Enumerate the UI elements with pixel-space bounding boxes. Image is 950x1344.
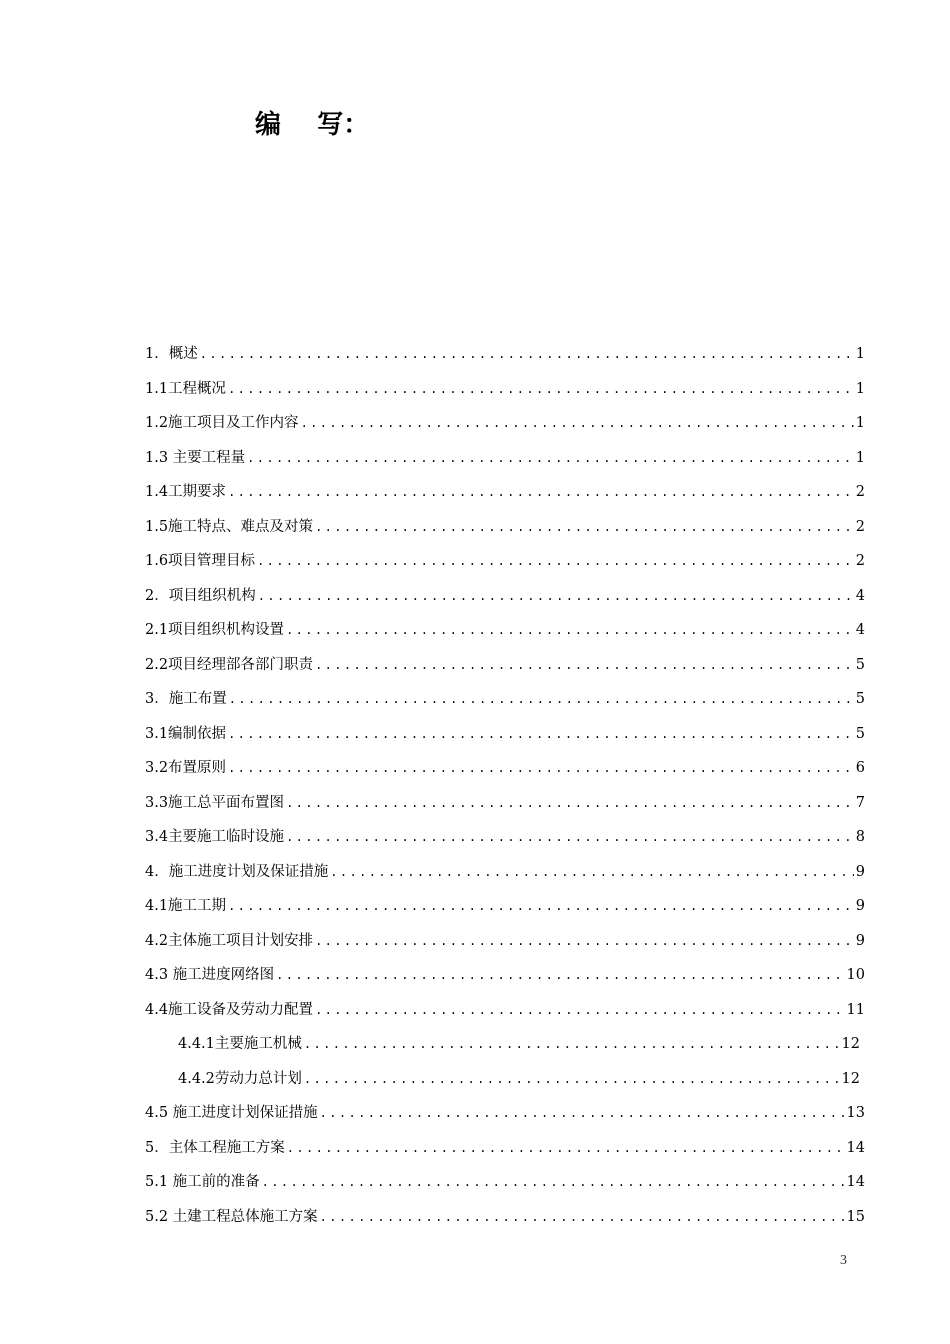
toc-dot-leader: [229, 688, 854, 710]
toc-entry[interactable]: [145, 585, 865, 620]
toc-entry-label: 1.4工期要求: [145, 484, 227, 500]
toc-entry-page: 7: [855, 794, 865, 811]
toc-entry-label: 4.5 施工进度计划保证措施: [145, 1105, 318, 1121]
toc-entry[interactable]: [145, 343, 865, 378]
toc-dot-leader: [200, 343, 854, 365]
toc-dot-leader: [315, 930, 854, 952]
toc-entry[interactable]: [145, 792, 865, 827]
toc-entry-page: 2: [855, 518, 865, 535]
toc-entry[interactable]: [145, 930, 865, 965]
toc-entry-label: 1.3 主要工程量: [145, 449, 246, 466]
toc-entry-page: 4: [855, 587, 865, 604]
toc-entry-label: 5．主体工程施工方案: [145, 1139, 285, 1156]
toc-dot-leader: [228, 723, 854, 745]
toc-dot-leader: [320, 1102, 845, 1124]
toc-dot-leader: [301, 412, 854, 434]
toc-entry[interactable]: [145, 688, 865, 723]
toc-entry[interactable]: [145, 447, 865, 482]
toc-entry-label: 2.2项目经理部各部门职责: [145, 656, 314, 673]
table-of-contents: [145, 343, 865, 1240]
toc-entry[interactable]: [145, 378, 865, 413]
toc-entry[interactable]: [145, 964, 865, 999]
toc-entry[interactable]: [145, 1206, 865, 1241]
toc-dot-leader: [247, 447, 854, 469]
page-number: 3: [840, 1253, 847, 1268]
toc-entry-label: 3.3施工总平面布置图: [145, 794, 285, 811]
toc-dot-leader: [228, 378, 854, 400]
toc-entry-page: 9: [855, 932, 865, 949]
toc-dot-leader: [286, 792, 854, 814]
toc-entry[interactable]: [145, 895, 865, 930]
toc-entry-label: 2．项目组织机构: [145, 587, 256, 604]
toc-entry-label: 4.1施工工期: [145, 898, 227, 914]
toc-entry-page: 11: [846, 1001, 865, 1018]
toc-entry[interactable]: [145, 861, 865, 896]
page-heading: 编 写：: [255, 110, 370, 140]
toc-entry-page: 8: [855, 829, 865, 845]
toc-dot-leader: [258, 585, 854, 607]
toc-entry-page: 1: [855, 449, 865, 466]
toc-dot-leader: [276, 964, 844, 986]
toc-entry[interactable]: [145, 481, 865, 516]
toc-entry-page: 10: [846, 967, 865, 983]
toc-entry-label: 5.2 土建工程总体施工方案: [145, 1208, 318, 1225]
toc-entry-page: 13: [846, 1105, 865, 1121]
toc-dot-leader: [286, 619, 854, 641]
toc-entry-page: 2: [855, 484, 865, 500]
toc-entry-page: 2: [855, 553, 865, 569]
toc-entry-label: 4.4.2劳动力总计划: [178, 1070, 302, 1087]
toc-entry-label: 4.4.1主要施工机械: [178, 1036, 302, 1052]
toc-entry-label: 5.1 施工前的准备: [145, 1174, 260, 1190]
toc-dot-leader: [262, 1171, 845, 1193]
toc-entry[interactable]: [145, 999, 865, 1034]
toc-dot-leader: [287, 1137, 845, 1159]
toc-dot-leader: [228, 895, 854, 917]
toc-entry-page: 14: [846, 1139, 865, 1156]
toc-entry[interactable]: [145, 550, 865, 585]
toc-entry-label: 4．施工进度计划及保证措施: [145, 863, 329, 880]
toc-entry-label: 1.6项目管理目标: [145, 553, 256, 569]
toc-entry-label: 4.4施工设备及劳动力配置: [145, 1001, 314, 1018]
toc-entry-page: 9: [855, 898, 865, 914]
toc-entry-page: 5: [855, 656, 865, 673]
toc-entry[interactable]: [145, 516, 865, 551]
toc-entry-label: 1．概述: [145, 346, 198, 362]
toc-dot-leader: [315, 999, 844, 1021]
toc-dot-leader: [315, 516, 854, 538]
toc-dot-leader: [257, 550, 854, 572]
toc-entry-page: 9: [855, 863, 865, 880]
toc-entry-label: 1.1工程概况: [145, 380, 227, 397]
toc-dot-leader: [315, 654, 854, 676]
toc-entry-page: 6: [855, 760, 865, 776]
toc-entry-page: 1: [855, 380, 865, 397]
toc-entry-label: 2.1项目组织机构设置: [145, 622, 285, 638]
toc-entry-page: 12: [841, 1070, 860, 1087]
toc-dot-leader: [228, 481, 854, 503]
toc-entry-page: 4: [855, 622, 865, 638]
toc-entry-label: 3.2布置原则: [145, 760, 227, 776]
toc-entry-page: 5: [855, 691, 865, 707]
toc-entry[interactable]: [145, 826, 865, 861]
toc-entry[interactable]: [145, 1033, 860, 1068]
toc-entry[interactable]: [145, 1102, 865, 1137]
toc-entry-page: 14: [846, 1174, 865, 1190]
toc-entry[interactable]: [145, 619, 865, 654]
toc-entry-label: 3．施工布置: [145, 691, 227, 707]
toc-entry-label: 4.2主体施工项目计划安排: [145, 932, 314, 949]
toc-entry-label: 4.3 施工进度网络图: [145, 967, 275, 983]
toc-entry[interactable]: [145, 1171, 865, 1206]
toc-dot-leader: [304, 1033, 840, 1055]
toc-entry-label: 3.1编制依据: [145, 725, 227, 742]
toc-dot-leader: [228, 757, 854, 779]
toc-entry[interactable]: [145, 1137, 865, 1172]
toc-entry-page: 1: [855, 346, 865, 362]
toc-dot-leader: [286, 826, 854, 848]
toc-entry-label: 1.2施工项目及工作内容: [145, 415, 299, 431]
toc-entry[interactable]: [145, 412, 865, 447]
toc-entry[interactable]: [145, 723, 865, 758]
toc-dot-leader: [320, 1206, 845, 1228]
toc-entry-page: 5: [855, 725, 865, 742]
toc-entry-page: 1: [855, 415, 865, 431]
toc-entry[interactable]: [145, 654, 865, 689]
toc-entry[interactable]: [145, 1068, 860, 1103]
toc-dot-leader: [330, 861, 854, 883]
toc-entry[interactable]: [145, 757, 865, 792]
toc-entry-page: 12: [841, 1036, 860, 1052]
toc-entry-page: 15: [846, 1208, 865, 1225]
toc-entry-label: 3.4主要施工临时设施: [145, 829, 285, 845]
toc-dot-leader: [304, 1068, 840, 1090]
toc-entry-label: 1.5施工特点、难点及对策: [145, 518, 314, 535]
